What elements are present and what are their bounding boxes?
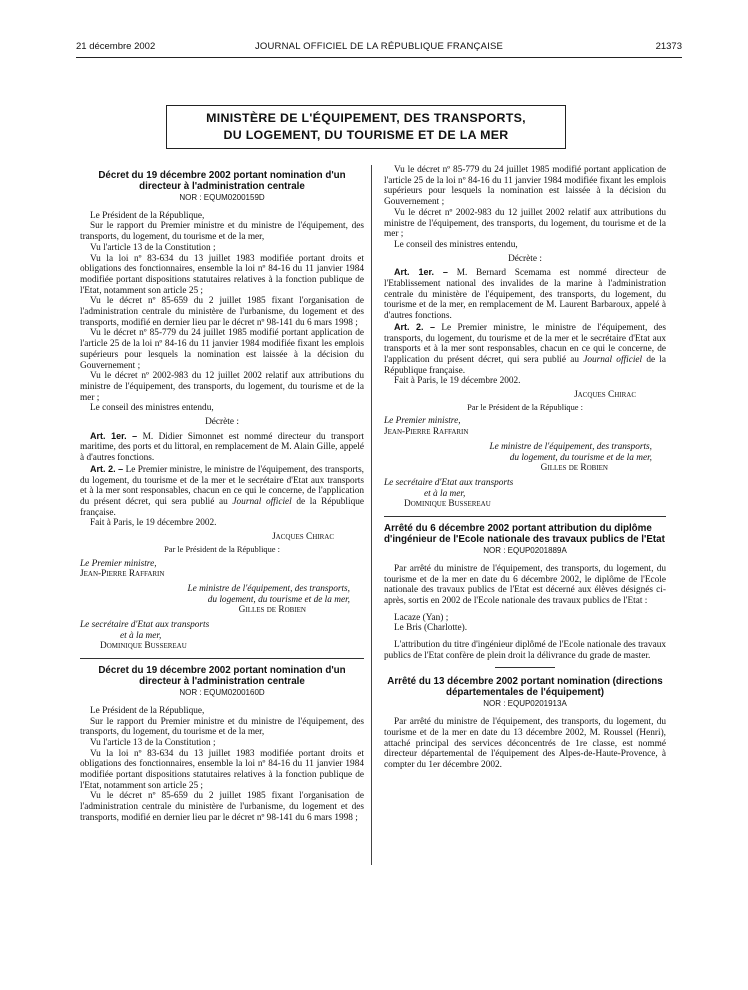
name-item: Le Bris (Charlotte). (394, 623, 468, 634)
journal-title: JOURNAL OFFICIEL DE LA RÉPUBLIQUE FRANÇAISE (254, 41, 504, 52)
nor-reference: NOR : EQUP0201913A (483, 699, 567, 709)
paragraph: Le conseil des ministres entendu, (394, 239, 518, 250)
header-rule (76, 57, 682, 58)
article-text: Le Premier ministre, le ministre de l'équipement, des transports, du logement, du tourisme et de la mer et le secrétaire d'Etat aux transports et à la mer sont responsables, chacun en ce qui le concerne, de l'application du présent décret, qui sera publié au (80, 464, 365, 507)
decree-title: Décret du 19 décembre 2002 portant nomination d'un directeur à l'administration centrale (98, 170, 346, 192)
arrete-title: Arrêté du 13 décembre 2002 portant nomination (directions départementales de l'équipement) (387, 676, 663, 699)
par-line: Par le Président de la République : (467, 402, 583, 412)
nor-reference: NOR : EQUM0200160D (179, 688, 265, 698)
decree-1 (80, 170, 364, 652)
secretary-title-2: et à la mer, (120, 630, 162, 641)
article-label: Art. 1er. – (90, 430, 138, 441)
paragraph: Vu la loi nº 83-634 du 13 juillet 1983 modifiée portant droits et obligations des fonctionnaires, ensemble la loi nº 84-16 du 11 janvier 1984 modifiée portant dispositions statutaires relatives à la fonction publique de l'Etat, notamment son article 25 ; (80, 748, 364, 791)
article-text: de la République française. (384, 354, 667, 376)
paragraph: Vu l'article 13 de la Constitution ; (90, 737, 216, 748)
minister-title-1: Le ministre de l'équipement, des transports, (187, 583, 350, 594)
secretary-title-1: Le secrétaire d'Etat aux transports (384, 477, 514, 488)
paragraph: Vu le décret nº 85-779 du 24 juillet 1985 modifié portant application de l'article 25 de la loi nº 84-16 du 11 janvier 1984 modifiée fixant les emplois supérieurs pour lesquels la nomination est laissée à la décision du Gouvernement ; (80, 328, 364, 371)
article-1 (80, 431, 364, 464)
column-divider (371, 165, 372, 865)
secretary-name: Dominique Bussereau (100, 641, 187, 652)
journal-italic: Journal officiel (583, 354, 643, 365)
right-column (384, 165, 666, 771)
paragraph: Vu le décret nº 85-659 du 2 juillet 1985 fixant l'organisation de l'administration centrale du ministère de l'urbanisme, du logement et des transports, modifié en dernier lieu par le décret nº 98-141 du 6 mars 1998 ; (80, 791, 364, 823)
article-1 (384, 267, 666, 322)
page-number: 21373 (655, 41, 682, 52)
pm-title: Le Premier ministre, (384, 416, 461, 427)
paragraph: Le conseil des ministres entendu, (90, 403, 214, 414)
secretary-name: Dominique Bussereau (404, 499, 491, 510)
nor-reference: NOR : EQUP0201889A (483, 546, 567, 556)
fait-line: Fait à Paris, le 19 décembre 2002. (394, 376, 521, 387)
minister-title-1: Le ministre de l'équipement, des transports, (489, 441, 652, 452)
pm-name: Jean-Pierre Raffarin (384, 427, 469, 438)
paragraph: Vu le décret nº 2002-983 du 12 juillet 2002 relatif aux attributions du ministre de l'équipement, des transports, du logement, du tourisme et de la mer ; (384, 207, 666, 240)
minister-name: Gilles de Robien (540, 463, 608, 474)
decree-2-head (80, 665, 364, 823)
secretary-title-2: et à la mer, (424, 488, 466, 499)
ministry-box (166, 105, 566, 149)
nor-reference: NOR : EQUM0200159D (179, 193, 265, 202)
ministry-line-1: MINISTÈRE DE L'ÉQUIPEMENT, DES TRANSPORTS, (206, 111, 526, 125)
article-label: Art. 2. – (394, 321, 436, 332)
signatory: Jacques Chirac (574, 390, 636, 401)
paragraph: Vu la loi nº 83-634 du 13 juillet 1983 modifiée portant droits et obligations des fonctionnaires, ensemble la loi nº 84-16 du 11 janvier 1984 modifiée portant dispositions statutaires relatives à la fonction publique de l'Etat, notamment son article 25 ; (80, 253, 364, 296)
arrete-2 (384, 676, 666, 770)
pm-title: Le Premier ministre, (80, 558, 157, 569)
paragraph: Vu le décret nº 85-779 du 24 juillet 1985 modifié portant application de l'article 25 de la loi nº 84-16 du 11 janvier 1984 modifiée fixant les emplois supérieurs pour lesquels la nomination est laissée à la décision du Gouvernement ; (384, 165, 666, 208)
separator-short (495, 667, 555, 668)
fait-line: Fait à Paris, le 19 décembre 2002. (90, 518, 217, 529)
secretary-title-1: Le secrétaire d'Etat aux transports (80, 620, 210, 631)
pm-name: Jean-Pierre Raffarin (80, 569, 165, 580)
article-2 (80, 464, 364, 519)
paragraph: Le Président de la République, (90, 210, 205, 221)
decrete-label: Décrète : (205, 417, 239, 428)
paragraph: Par arrêté du ministre de l'équipement, des transports, du logement, du tourisme et de la mer en date du 6 décembre 2002, le diplôme de l'Ecole nationale des travaux publics de l'Etat est décerné aux élèves désignés ci-après, sortis en 2002 de l'Ecole nationale des travaux publics de l'Etat : (384, 563, 666, 606)
journal-italic: Journal officiel (232, 496, 292, 507)
paragraph: Sur le rapport du Premier ministre et du ministre de l'équipement, des transports, du logement, du tourisme et de la mer, (80, 716, 364, 738)
left-column (80, 170, 364, 824)
minister-name: Gilles de Robien (238, 605, 306, 616)
minister-title-2: du logement, du tourisme et de la mer, (509, 452, 652, 463)
paragraph: Vu le décret nº 2002-983 du 12 juillet 2002 relatif aux attributions du ministre de l'équipement, des transports, du logement, du tourisme et de la mer ; (80, 371, 364, 403)
arrete-1 (384, 523, 666, 661)
decrete-label: Décrète : (508, 253, 542, 264)
separator (80, 658, 364, 659)
decree-2-continued (384, 165, 666, 510)
article-text: Le Premier ministre, le ministre de l'équipement, des transports, du logement, du tourisme et de la mer et le secrétaire d'Etat aux transports et à la mer sont responsables, chacun en ce qui le concerne, de l'application du présent décret, qui sera publié au (384, 322, 667, 365)
article-label: Art. 1er. – (394, 267, 448, 278)
paragraph: Le Président de la République, (90, 705, 205, 716)
article-text: M. Bernard Scemama est nommé directeur de l'Etablissement national des invalides de la marine à l'administration centrale du ministère de l'équipement, des transports, du logement, du tourisme et de la mer, en remplacement de M. Laurent Barbaroux, appelé à d'autres fonctions. (384, 268, 667, 322)
paragraph: Vu l'article 13 de la Constitution ; (90, 242, 216, 253)
page-header (76, 41, 682, 55)
article-text: M. Didier Simonnet est nommé directeur du transport maritime, des ports et du littoral, en remplacement de M. Alain Gille, appelé à d'autres fonctions. (80, 431, 364, 464)
signatory: Jacques Chirac (272, 532, 334, 543)
article-label: Art. 2. – (90, 463, 124, 474)
separator (384, 516, 666, 517)
paragraph: Par arrêté du ministre de l'équipement, des transports, du logement, du tourisme et de la mer en date du 13 décembre 2002, M. Roussel (Henri), attaché principal des services déconcentrés de 1re classe, est nommé directeur départemental de l'équipement des Alpes-de-Haute-Provence, à compter du 1er décembre 2002. (384, 717, 666, 770)
ministry-line-2: DU LOGEMENT, DU TOURISME ET DE LA MER (223, 128, 509, 142)
article-2 (384, 322, 666, 377)
paragraph: Sur le rapport du Premier ministre et du ministre de l'équipement, des transports, du logement, du tourisme et de la mer, (80, 221, 364, 243)
article-text: de la République française. (80, 496, 365, 518)
header-date: 21 décembre 2002 (76, 41, 156, 52)
paragraph: L'attribution du titre d'ingénieur diplômé de l'Ecole nationale des travaux publics de l'Etat confère de plein droit la délivrance du grade de master. (384, 640, 666, 661)
arrete-title: Arrêté du 6 décembre 2002 portant attribution du diplôme d'ingénieur de l'Ecole nationale des travaux publics de l'Etat (384, 523, 665, 546)
name-item: Lacaze (Yan) ; (394, 612, 449, 623)
decree-title: Décret du 19 décembre 2002 portant nomination d'un directeur à l'administration centrale (98, 665, 346, 688)
minister-title-2: du logement, du tourisme et de la mer, (207, 594, 350, 605)
par-line: Par le Président de la République : (164, 544, 280, 554)
paragraph: Vu le décret nº 85-659 du 2 juillet 1985 fixant l'organisation de l'administration centrale du ministère de l'urbanisme, du logement et des transports, modifié en dernier lieu par le décret nº 98-141 du 6 mars 1998 ; (80, 296, 364, 328)
